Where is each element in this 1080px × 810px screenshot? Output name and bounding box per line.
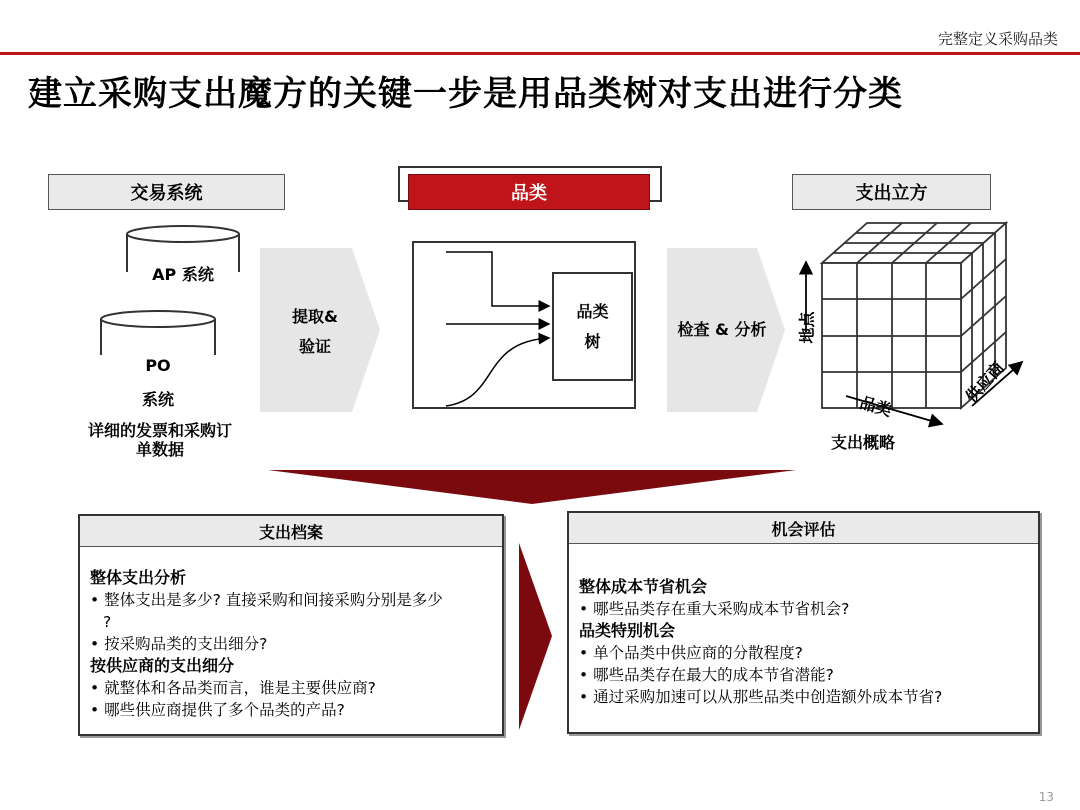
spend-profile-section1: 整体支出分析 — [90, 568, 187, 587]
opportunity-body — [569, 544, 1038, 708]
source-caption — [40, 421, 280, 459]
profile-to-opportunity-arrow — [519, 543, 552, 730]
spend-profile-bullet1: • 整体支出是多少? 直接采购和间接采购分别是多少 — [90, 591, 443, 609]
spend-profile-bullet2: • 按采购品类的支出细分? — [90, 635, 268, 653]
axis-supplier-label: 供应商 — [961, 357, 1008, 407]
opportunity-section1: 整体成本节省机会 — [579, 577, 708, 596]
axis-location-label: 地点 — [797, 311, 817, 344]
spend-profile-header: 支出档案 — [80, 516, 502, 547]
extract-validate-label — [262, 302, 368, 362]
page-title: 建立采购支出魔方的关键一步是用品类树对支出进行分类 — [28, 74, 903, 114]
spend-cube-header: 支出立方 — [792, 174, 991, 210]
section-label: 完整定义采购品类 — [937, 30, 1058, 48]
spend-profile-bullet4: • 哪些供应商提供了多个品类的产品? — [90, 701, 345, 719]
spend-overview-caption: 支出概略 — [830, 433, 895, 452]
extract-line: 提取& — [292, 307, 338, 326]
po-database-icon — [101, 311, 215, 355]
inspect-analyze-label: 检查 & 分析 — [677, 320, 767, 339]
spend-profile-panel — [78, 514, 504, 736]
opportunity-bullet4: • 通过采购加速可以从那些品类中创造额外成本节省? — [579, 688, 943, 706]
source-caption-line2: 单数据 — [135, 440, 184, 459]
axis-category-label: 品类 — [857, 392, 894, 421]
po-system-label: 系统 — [141, 390, 174, 409]
spend-profile-section2: 按供应商的支出细分 — [90, 656, 235, 675]
validate-line: 验证 — [298, 337, 331, 356]
tree-line1: 品类 — [576, 302, 609, 321]
spend-profile-bullet3: • 就整体和各品类而言，谁是主要供应商? — [90, 679, 376, 697]
tree-line2: 树 — [584, 332, 601, 351]
opportunity-panel — [567, 511, 1040, 734]
ap-system-label: AP 系统 — [152, 265, 214, 284]
category-tree-label — [553, 297, 632, 357]
page-number: 13 — [1038, 790, 1054, 804]
transaction-system-header: 交易系统 — [48, 174, 285, 210]
opportunity-section2: 品类特别机会 — [579, 621, 676, 640]
spend-profile-body — [80, 547, 502, 721]
opportunity-bullet1: • 哪些品类存在重大采购成本节省机会? — [579, 600, 850, 618]
source-caption-line1: 详细的发票和采购订 — [87, 421, 232, 440]
opportunity-bullet3: • 哪些品类存在最大的成本节省潜能? — [579, 666, 834, 684]
opportunity-bullet2: • 单个品类中供应商的分散程度? — [579, 644, 803, 662]
convergence-arrow — [268, 470, 796, 504]
category-header: 品类 — [408, 174, 650, 210]
spend-profile-bullet1-cont: ? — [103, 613, 112, 631]
opportunity-header: 机会评估 — [569, 513, 1038, 544]
po-label: PO — [145, 356, 171, 375]
